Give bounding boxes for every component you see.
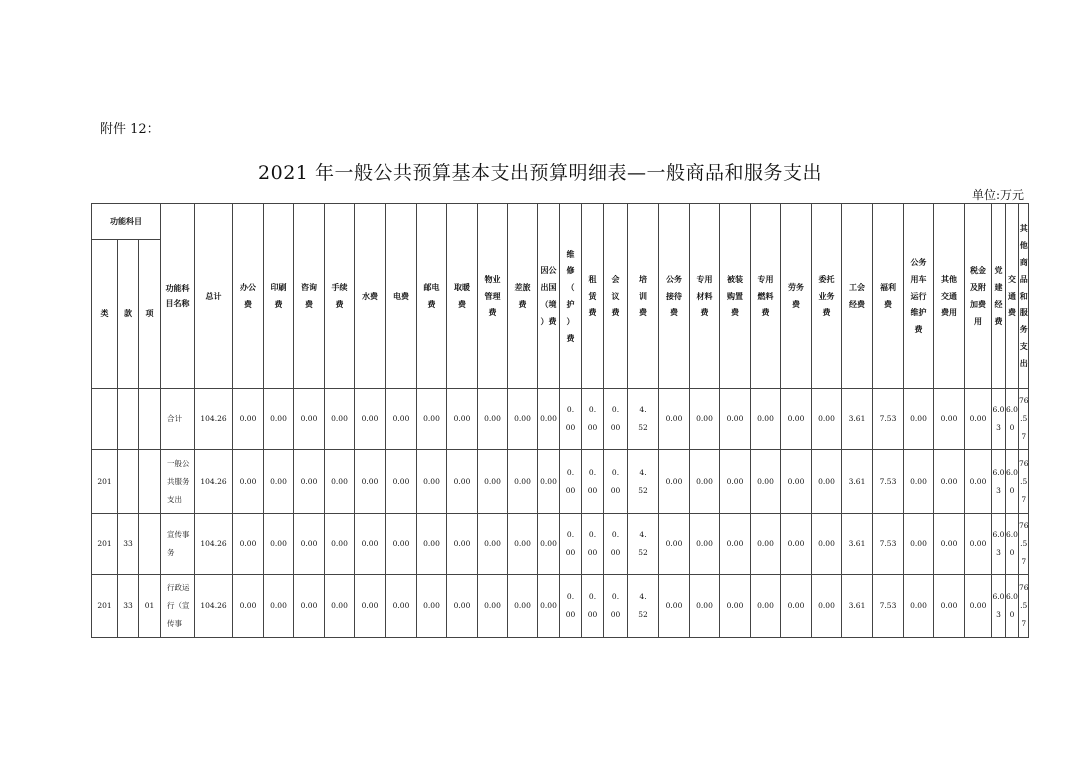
cell-value: 0.00: [294, 575, 325, 638]
cell-kuan: [118, 450, 139, 514]
cell-value: 6.03: [992, 450, 1006, 514]
cell-value: 0.00: [447, 450, 478, 514]
cell-value: 0.00: [233, 450, 264, 514]
cell-name: 一般公 共服务 支出: [161, 450, 195, 514]
cell-value: 6.0 0: [1006, 575, 1019, 638]
cell-value: 0. 00: [604, 514, 628, 575]
cell-value: 0.00: [781, 389, 812, 450]
cell-value: 0.00: [447, 389, 478, 450]
header-col-19: 被装 购置 费: [720, 204, 751, 389]
document-title: 2021 年一般公共预算基本支出预算明细表—一般商品和服务支出: [258, 162, 822, 184]
cell-value: 0.00: [508, 514, 538, 575]
header-col-1: 总计: [195, 204, 233, 389]
cell-value: 4. 52: [628, 514, 659, 575]
cell-value: 0.00: [264, 514, 294, 575]
header-col-4: 咨询 费: [294, 204, 325, 389]
cell-value: 3.61: [842, 389, 873, 450]
cell-value: 0.00: [690, 514, 720, 575]
cell-value: 3.61: [842, 450, 873, 514]
cell-kuan: 33: [118, 514, 139, 575]
cell-lei: 201: [92, 575, 118, 638]
cell-value: 0.00: [233, 389, 264, 450]
header-col-12: 因公 出国 （境 ）费: [538, 204, 560, 389]
cell-value: 0. 00: [560, 389, 582, 450]
header-col-3: 印刷 费: [264, 204, 294, 389]
cell-value: 0.00: [294, 450, 325, 514]
header-col-22: 委托 业务 费: [812, 204, 842, 389]
table-row: [92, 575, 1029, 638]
cell-value: 0.00: [325, 514, 355, 575]
table-row: [92, 450, 1029, 514]
cell-value: 6.0 0: [1006, 389, 1019, 450]
cell-value: 0.00: [355, 389, 386, 450]
cell-value: 0. 00: [582, 575, 604, 638]
cell-value: 0.00: [538, 389, 560, 450]
cell-value: 0.00: [478, 450, 508, 514]
cell-value: 104.26: [195, 575, 233, 638]
cell-lei: 201: [92, 514, 118, 575]
cell-value: 0.00: [751, 389, 781, 450]
cell-value: 0.00: [904, 389, 934, 450]
cell-lei: 201: [92, 450, 118, 514]
cell-value: 0.00: [904, 575, 934, 638]
cell-value: 0.00: [720, 514, 751, 575]
cell-xiang: 01: [139, 575, 161, 638]
cell-value: 0.00: [965, 575, 992, 638]
header-col-20: 专用 燃料 费: [751, 204, 781, 389]
cell-kuan: 33: [118, 575, 139, 638]
cell-value: 0.00: [508, 389, 538, 450]
header-col-30: 其 他 商 品 和 服 务 支 出: [1018, 204, 1029, 389]
header-col-28: 党建 经费: [992, 204, 1006, 389]
cell-value: 0.00: [538, 450, 560, 514]
cell-value: 0.00: [508, 575, 538, 638]
cell-value: 0.00: [812, 450, 842, 514]
cell-value: 104.26: [195, 514, 233, 575]
header-col-18: 专用 材料 费: [690, 204, 720, 389]
cell-value: 0.00: [417, 450, 447, 514]
cell-value: 76 .5 7: [1018, 514, 1029, 575]
header-col-6: 水费: [355, 204, 386, 389]
cell-value: 0.00: [781, 575, 812, 638]
cell-value: 0.00: [720, 575, 751, 638]
table-row: [92, 514, 1029, 575]
cell-value: 0.00: [934, 514, 965, 575]
cell-value: 76 .5 7: [1018, 389, 1029, 450]
cell-lei: [92, 389, 118, 450]
cell-value: 0.00: [965, 389, 992, 450]
cell-value: 0.00: [233, 575, 264, 638]
cell-value: 0. 00: [604, 575, 628, 638]
header-col-26: 其他 交通 费用: [934, 204, 965, 389]
header-col-16: 培 训 费: [628, 204, 659, 389]
header-kuan: 款: [118, 240, 139, 389]
table-row: [92, 389, 1029, 450]
cell-value: 0.00: [233, 514, 264, 575]
cell-value: 0.00: [781, 450, 812, 514]
cell-value: 6.0 0: [1006, 450, 1019, 514]
header-col-17: 公务 接待 费: [659, 204, 690, 389]
cell-value: 0.00: [781, 514, 812, 575]
cell-value: 0. 00: [560, 514, 582, 575]
cell-value: 0. 00: [604, 450, 628, 514]
header-col-23: 工会 经费: [842, 204, 873, 389]
cell-value: 4. 52: [628, 575, 659, 638]
cell-value: 0. 00: [582, 389, 604, 450]
cell-value: 0.00: [812, 389, 842, 450]
cell-value: 0. 00: [560, 575, 582, 638]
cell-value: 0.00: [355, 514, 386, 575]
cell-value: 0.00: [447, 514, 478, 575]
cell-value: 0.00: [812, 575, 842, 638]
header-col-25: 公务 用车 运行 维护 费: [904, 204, 934, 389]
header-col-11: 差旅 费: [508, 204, 538, 389]
cell-name: 行政运 行（宣 传事: [161, 575, 195, 638]
header-col-15: 会 议 费: [604, 204, 628, 389]
cell-value: 0.00: [264, 389, 294, 450]
cell-value: 0.00: [720, 389, 751, 450]
cell-value: 4. 52: [628, 389, 659, 450]
cell-value: 3.61: [842, 575, 873, 638]
header-col-13: 维 修 （ 护 ） 费: [560, 204, 582, 389]
cell-value: 0.00: [294, 389, 325, 450]
cell-value: 0.00: [386, 514, 417, 575]
header-lei: 类: [92, 240, 118, 389]
cell-value: 104.26: [195, 389, 233, 450]
cell-value: 0.00: [934, 450, 965, 514]
cell-value: 0.00: [417, 389, 447, 450]
header-col-5: 手续 费: [325, 204, 355, 389]
cell-value: 0.00: [751, 450, 781, 514]
header-col-2: 办公 费: [233, 204, 264, 389]
cell-name: 合计: [161, 389, 195, 450]
header-col-27: 税金 及附 加费 用: [965, 204, 992, 389]
cell-value: 0.00: [659, 450, 690, 514]
cell-value: 104.26: [195, 450, 233, 514]
header-col-8: 邮电 费: [417, 204, 447, 389]
header-col-9: 取暖 费: [447, 204, 478, 389]
cell-value: 0.00: [690, 450, 720, 514]
header-col-24: 福利 费: [873, 204, 904, 389]
cell-kuan: [118, 389, 139, 450]
cell-value: 0.00: [264, 450, 294, 514]
header-col-29: 交 通 费: [1006, 204, 1019, 389]
cell-value: 0.00: [355, 450, 386, 514]
cell-value: 4. 52: [628, 450, 659, 514]
cell-value: 0.00: [508, 450, 538, 514]
budget-detail-table: [91, 203, 1029, 638]
cell-value: 0.00: [325, 575, 355, 638]
cell-xiang: [139, 450, 161, 514]
cell-value: 6.03: [992, 389, 1006, 450]
cell-value: 7.53: [873, 389, 904, 450]
unit-label: 单位:万元: [972, 188, 1025, 202]
cell-value: 6.0 0: [1006, 514, 1019, 575]
header-function-subject: 功能科目: [92, 204, 161, 240]
cell-xiang: [139, 389, 161, 450]
cell-value: 7.53: [873, 514, 904, 575]
cell-value: 0.00: [294, 514, 325, 575]
cell-value: 0.00: [812, 514, 842, 575]
cell-value: 0.00: [325, 389, 355, 450]
cell-value: 0.00: [417, 575, 447, 638]
cell-value: 0.00: [965, 514, 992, 575]
cell-value: 0.00: [538, 514, 560, 575]
cell-value: 0. 00: [560, 450, 582, 514]
cell-value: 0. 00: [582, 450, 604, 514]
cell-value: 0. 00: [582, 514, 604, 575]
cell-value: 0.00: [720, 450, 751, 514]
cell-value: 0.00: [447, 575, 478, 638]
header-col-14: 租 赁 费: [582, 204, 604, 389]
header-col-10: 物业 管理 费: [478, 204, 508, 389]
cell-value: 76 .5 7: [1018, 450, 1029, 514]
cell-value: 3.61: [842, 514, 873, 575]
cell-value: 0.00: [659, 575, 690, 638]
cell-value: 0.00: [659, 389, 690, 450]
cell-name: 宣传事 务: [161, 514, 195, 575]
cell-value: 0.00: [355, 575, 386, 638]
cell-value: 0.00: [417, 514, 447, 575]
cell-value: 6.03: [992, 514, 1006, 575]
header-xiang: 项: [139, 240, 161, 389]
cell-value: 0.00: [904, 514, 934, 575]
cell-value: 0.00: [751, 575, 781, 638]
cell-value: 0.00: [478, 575, 508, 638]
cell-value: 0. 00: [604, 389, 628, 450]
cell-value: 0.00: [386, 389, 417, 450]
header-col-21: 劳务 费: [781, 204, 812, 389]
cell-value: 0.00: [478, 389, 508, 450]
cell-value: 0.00: [478, 514, 508, 575]
cell-value: 7.53: [873, 575, 904, 638]
cell-value: 0.00: [751, 514, 781, 575]
cell-xiang: [139, 514, 161, 575]
cell-value: 0.00: [934, 389, 965, 450]
cell-value: 0.00: [538, 575, 560, 638]
cell-value: 76 .5 7: [1018, 575, 1029, 638]
cell-value: 0.00: [690, 575, 720, 638]
cell-value: 0.00: [325, 450, 355, 514]
cell-value: 6.03: [992, 575, 1006, 638]
attachment-label: 附件 12：: [100, 122, 160, 137]
cell-value: 0.00: [386, 575, 417, 638]
header-col-7: 电费: [386, 204, 417, 389]
cell-value: 0.00: [904, 450, 934, 514]
cell-value: 0.00: [386, 450, 417, 514]
cell-value: 0.00: [659, 514, 690, 575]
cell-value: 0.00: [934, 575, 965, 638]
header-subject-name: 功能科 目名称: [161, 204, 195, 389]
cell-value: 0.00: [965, 450, 992, 514]
cell-value: 0.00: [690, 389, 720, 450]
cell-value: 0.00: [264, 575, 294, 638]
cell-value: 7.53: [873, 450, 904, 514]
